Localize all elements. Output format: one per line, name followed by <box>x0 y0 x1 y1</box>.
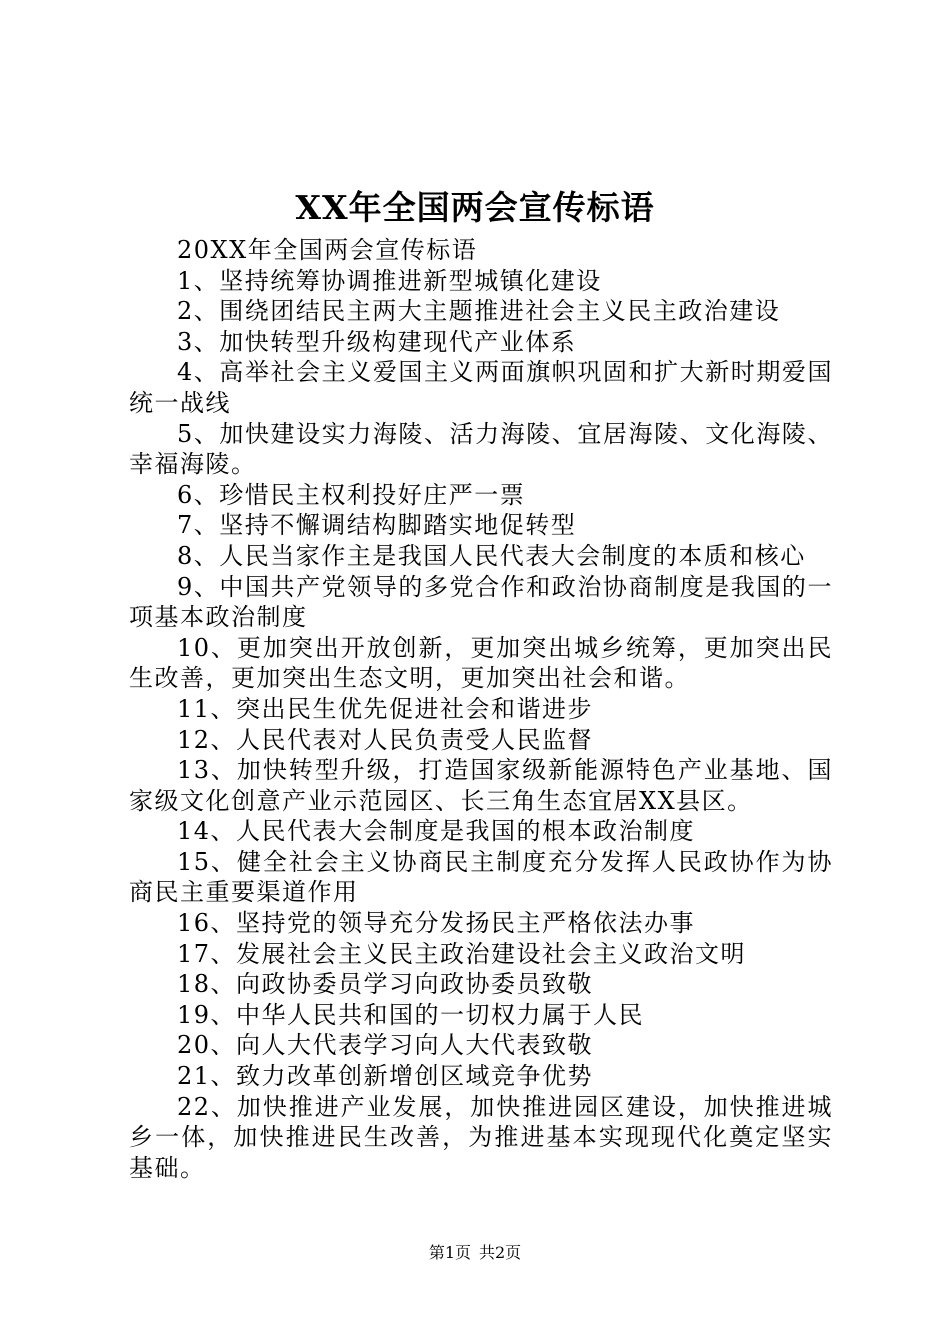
slogan-item-16: 16、坚持党的领导充分发扬民主严格依法办事 <box>177 909 696 938</box>
paragraph-subtitle: 20XX年全国两会宣传标语 <box>177 236 478 264</box>
slogan-item-5: 5、加快建设实力海陵、活力海陵、宜居海陵、文化海陵、幸福海陵。 <box>129 419 833 479</box>
slogan-item-3: 3、加快转型升级构建现代产业体系 <box>177 327 577 356</box>
slogan-item-15: 15、健全社会主义协商民主制度充分发挥人民政协作为协商民主重要渠道作用 <box>129 847 833 907</box>
slogan-item-14: 14、人民代表大会制度是我国的根本政治制度 <box>177 817 696 846</box>
slogan-item-20: 20、向人大代表学习向人大代表致敬 <box>177 1031 594 1060</box>
slogan-item-10: 10、更加突出开放创新，更加突出城乡统筹，更加突出民生改善，更加突出生态文明，更加突出社会和谐。 <box>129 633 833 693</box>
slogan-item-7: 7、坚持不懈调结构脚踏实地促转型 <box>177 511 577 540</box>
slogan-item-9: 9、中国共产党领导的多党合作和政治协商制度是我国的一项基本政治制度 <box>129 572 833 632</box>
slogan-item-18: 18、向政协委员学习向政协委员致敬 <box>177 970 594 999</box>
document-body <box>129 235 833 1183</box>
slogan-item-21: 21、致力改革创新增创区域竞争优势 <box>177 1062 594 1091</box>
page-footer <box>0 1242 950 1264</box>
slogan-item-12: 12、人民代表对人民负责受人民监督 <box>177 725 594 754</box>
slogan-item-6: 6、珍惜民主权利投好庄严一票 <box>177 480 526 509</box>
slogan-item-19: 19、中华人民共和国的一切权力属于人民 <box>177 1000 645 1029</box>
slogan-item-22: 22、加快推进产业发展，加快推进园区建设，加快推进城乡一体，加快推进民生改善，为推进基本实现现代化奠定坚实基础。 <box>129 1092 833 1182</box>
slogan-item-1: 1、坚持统筹协调推进新型城镇化建设 <box>177 266 602 295</box>
slogan-item-8: 8、人民当家作主是我国人民代表大会制度的本质和核心 <box>177 541 806 570</box>
page-number: 第1页 <box>428 1243 471 1262</box>
slogan-item-11: 11、突出民生优先促进社会和谐进步 <box>177 694 594 723</box>
document-title: XX年全国两会宣传标语 <box>295 188 655 227</box>
slogan-item-13: 13、加快转型升级，打造国家级新能源特色产业基地、国家级文化创意产业示范园区、长三角生态宜居XX县区。 <box>129 756 833 815</box>
page-total: 共2页 <box>479 1243 522 1262</box>
slogan-item-4: 4、高举社会主义爱国主义两面旗帜巩固和扩大新时期爱国统一战线 <box>129 358 833 417</box>
slogan-item-17: 17、发展社会主义民主政治建设社会主义政治文明 <box>177 939 747 968</box>
slogan-item-2: 2、围绕团结民主两大主题推进社会主义民主政治建设 <box>177 297 781 326</box>
